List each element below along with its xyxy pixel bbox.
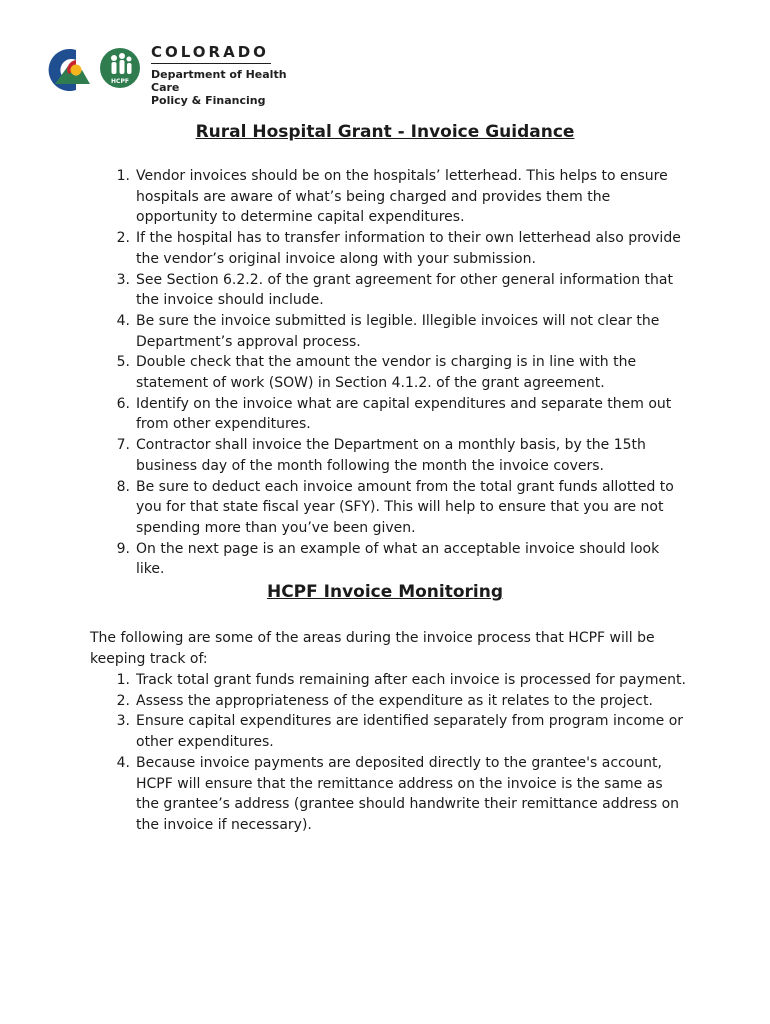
list-number: 8.: [116, 478, 130, 495]
list-number: 4.: [116, 754, 130, 771]
list-item-text: Be sure to deduct each invoice amount from the total grant funds allotted to you for that state fiscal year (SFY). This will help to ensure that you are not spending more than you’ve been given.: [136, 478, 674, 536]
list-item: [110, 539, 690, 580]
list-number: 6.: [116, 395, 130, 412]
list-number: 2.: [116, 692, 130, 709]
logo-text: [151, 44, 306, 107]
list-item-text: Identify on the invoice what are capital expenditures and separate them out from other expenditures.: [136, 395, 672, 433]
list-item-text: Double check that the amount the vendor is charging is in line with the statement of work (SOW) in Section 4.1.2. of the grant agreement.: [136, 354, 637, 392]
invoice-monitoring-list: [110, 670, 690, 836]
list-item: [110, 166, 690, 228]
section2-title: HCPF Invoice Monitoring: [266, 582, 504, 602]
list-item-text: Track total grant funds remaining after each invoice is processed for payment.: [136, 672, 686, 688]
list-item: [110, 435, 690, 476]
list-item: [110, 711, 690, 752]
colorado-hcpf-emblem-icon: [46, 44, 146, 96]
department-name-line2: Policy & Financing: [151, 94, 266, 107]
list-item-text: See Section 6.2.2. of the grant agreement for other general information that the invoice should include.: [136, 271, 673, 309]
list-item: [110, 394, 690, 435]
list-item-text: Because invoice payments are deposited directly to the grantee's account, HCPF will ensure that the remittance address on the invoice is the same as the grantee’s address (grantee should handwrite their remittance address on the invoice if necessary).: [136, 754, 680, 833]
list-item-text: If the hospital has to transfer information to their own letterhead also provide the vendor’s original invoice along with your submission.: [136, 230, 681, 267]
section1-title: Rural Hospital Grant - Invoice Guidance: [195, 122, 575, 142]
list-item-text: Assess the appropriateness of the expenditure as it relates to the project.: [136, 692, 653, 709]
list-number: 7.: [116, 437, 130, 454]
list-item: [110, 270, 690, 311]
hcpf-logo: [46, 43, 306, 107]
list-item: [110, 670, 690, 691]
list-item-text: Ensure capital expenditures are identified separately from program income or other expenditures.: [136, 713, 684, 751]
list-item-text: Contractor shall invoice the Department on a monthly basis, by the 15th business day of the month following the month the invoice covers.: [136, 437, 646, 474]
invoice-guidance-list: [110, 166, 690, 580]
list-item: [110, 753, 690, 836]
hcpf-badge-text: HCPF: [111, 78, 129, 85]
list-number: 1.: [116, 168, 130, 184]
list-number: 5.: [116, 354, 130, 371]
list-number: 9.: [116, 540, 130, 557]
list-item: [110, 691, 690, 712]
list-item: [110, 477, 690, 539]
list-number: 3.: [116, 713, 130, 730]
list-number: 2.: [116, 230, 130, 247]
section2-intro: The following are some of the areas during the invoice process that HCPF will be keeping track of:: [90, 630, 655, 667]
list-item: [110, 311, 690, 352]
list-item: [110, 352, 690, 393]
list-item-text: Be sure the invoice submitted is legible. Illegible invoices will not clear the Department’s approval process.: [136, 312, 660, 350]
list-item-text: Vendor invoices should be on the hospitals’ letterhead. This helps to ensure hospitals are aware of what’s being charged and provides them the opportunity to determine capital expenditures.: [136, 168, 668, 226]
list-number: 4.: [116, 312, 130, 329]
list-number: 1.: [116, 672, 130, 688]
brand-name: COLORADO: [151, 44, 271, 64]
list-item-text: On the next page is an example of what an acceptable invoice should look like.: [136, 540, 660, 578]
list-item: [110, 228, 690, 269]
department-name-line1: Department of Health Care: [151, 68, 287, 94]
list-number: 3.: [116, 271, 130, 288]
